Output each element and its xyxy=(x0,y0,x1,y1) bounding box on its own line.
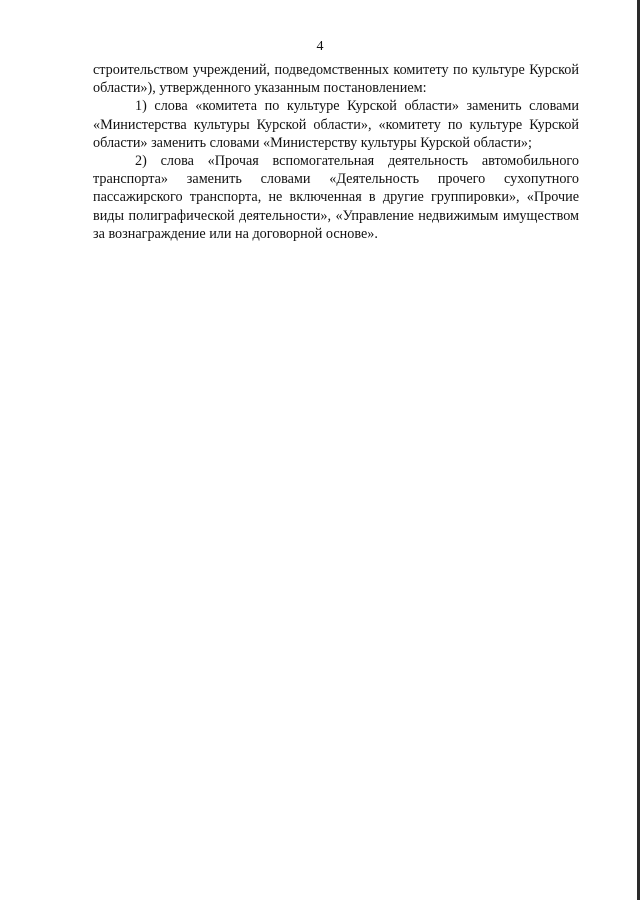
document-body xyxy=(93,61,579,243)
paragraph-item-1: 1) слова «комитета по культуре Курской области» заменить словами «Министерства культуры Курской области», «комитету по культуре Курской области» заменить словами «Министерству культуры Курской области»; xyxy=(93,98,579,151)
page-number: 4 xyxy=(316,39,324,54)
paragraph-item-2: 2) слова «Прочая вспомогательная деятельность автомобильного транспорта» заменить словами «Деятельность прочего сухопутного пассажирского транспорта, не включенная в другие группировки», «Прочие виды полиграфической деятельности», «Управление недвижимым имуществом за вознаграждение или на договорной основе». xyxy=(93,153,579,242)
paragraph-continuation: строительством учреждений, подведомственных комитету по культуре Курской области»), утвержденного указанным постановлением: xyxy=(93,62,579,97)
